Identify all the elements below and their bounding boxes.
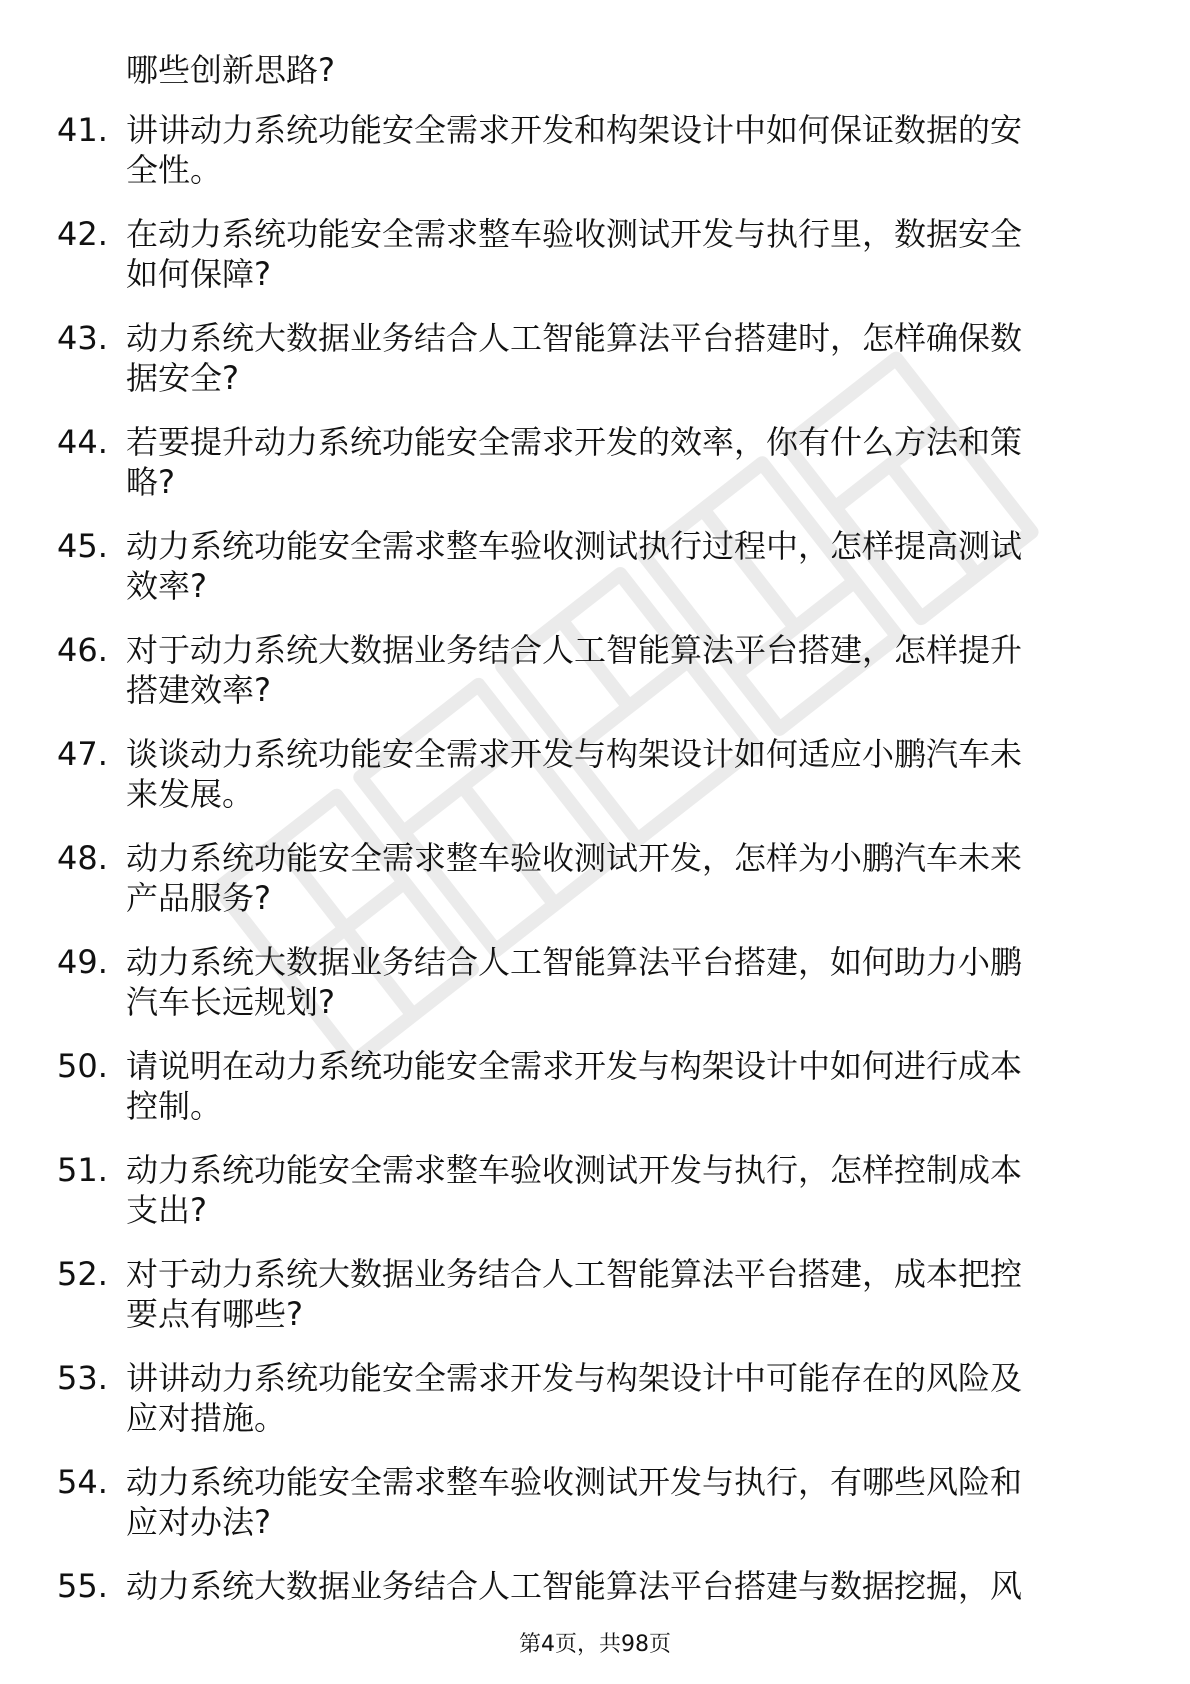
question-number: 45. bbox=[57, 527, 108, 565]
question-text: 对于动力系统大数据业务结合人工智能算法平台搭建，怎样提升 搭建效率? bbox=[126, 631, 1023, 709]
question-text: 动力系统功能安全需求整车验收测试执行过程中，怎样提高测试 效率? bbox=[126, 527, 1023, 605]
question-item bbox=[0, 214, 1190, 318]
question-item bbox=[0, 318, 1190, 422]
question-number: 51. bbox=[57, 1151, 108, 1189]
question-item bbox=[0, 1150, 1190, 1254]
question-number: 48. bbox=[57, 839, 108, 877]
question-number: 55. bbox=[57, 1567, 108, 1605]
question-number: 44. bbox=[57, 423, 108, 461]
question-text: 若要提升动力系统功能安全需求开发的效率，你有什么方法和策 略? bbox=[126, 423, 1023, 501]
page-footer: 第4页，共98页 bbox=[519, 1632, 671, 1657]
question-number: 54. bbox=[57, 1463, 108, 1501]
question-number: 49. bbox=[57, 943, 108, 981]
question-list bbox=[0, 110, 1190, 1670]
question-text: 动力系统功能安全需求整车验收测试开发与执行，怎样控制成本 支出? bbox=[126, 1151, 1023, 1229]
question-text: 动力系统大数据业务结合人工智能算法平台搭建与数据挖掘，风 bbox=[126, 1567, 1023, 1605]
question-text: 对于动力系统大数据业务结合人工智能算法平台搭建，成本把控 要点有哪些? bbox=[126, 1255, 1023, 1333]
question-number: 52. bbox=[57, 1255, 108, 1293]
question-number: 53. bbox=[57, 1359, 108, 1397]
question-item bbox=[0, 1462, 1190, 1566]
question-item bbox=[0, 1358, 1190, 1462]
question-text: 动力系统功能安全需求整车验收测试开发与执行，有哪些风险和 应对办法? bbox=[126, 1463, 1023, 1541]
question-text: 请说明在动力系统功能安全需求开发与构架设计中如何进行成本 控制。 bbox=[126, 1047, 1023, 1125]
question-item bbox=[0, 526, 1190, 630]
question-number: 42. bbox=[57, 215, 108, 253]
question-text: 动力系统大数据业务结合人工智能算法平台搭建时，怎样确保数 据安全? bbox=[126, 319, 1023, 397]
question-text: 讲讲动力系统功能安全需求开发和构架设计中如何保证数据的安 全性。 bbox=[126, 111, 1023, 189]
question-item bbox=[0, 838, 1190, 942]
question-number: 46. bbox=[57, 631, 108, 669]
question-item bbox=[0, 630, 1190, 734]
question-text: 动力系统大数据业务结合人工智能算法平台搭建，如何助力小鹏 汽车长远规划? bbox=[126, 943, 1023, 1021]
question-text: 动力系统功能安全需求整车验收测试开发，怎样为小鹏汽车未来 产品服务? bbox=[126, 839, 1023, 917]
question-number: 50. bbox=[57, 1047, 108, 1085]
question-item bbox=[0, 942, 1190, 1046]
question-item bbox=[0, 1046, 1190, 1150]
question-item bbox=[0, 734, 1190, 838]
question-number: 43. bbox=[57, 319, 108, 357]
continued-question-text: 哪些创新思路? bbox=[126, 51, 335, 89]
question-number: 41. bbox=[57, 111, 108, 149]
question-item bbox=[0, 422, 1190, 526]
question-item bbox=[0, 110, 1190, 214]
question-item bbox=[0, 1254, 1190, 1358]
question-number: 47. bbox=[57, 735, 108, 773]
question-text: 在动力系统功能安全需求整车验收测试开发与执行里，数据安全 如何保障? bbox=[126, 215, 1023, 293]
question-text: 谈谈动力系统功能安全需求开发与构架设计如何适应小鹏汽车未 来发展。 bbox=[126, 735, 1023, 813]
question-text: 讲讲动力系统功能安全需求开发与构架设计中可能存在的风险及 应对措施。 bbox=[126, 1359, 1023, 1437]
